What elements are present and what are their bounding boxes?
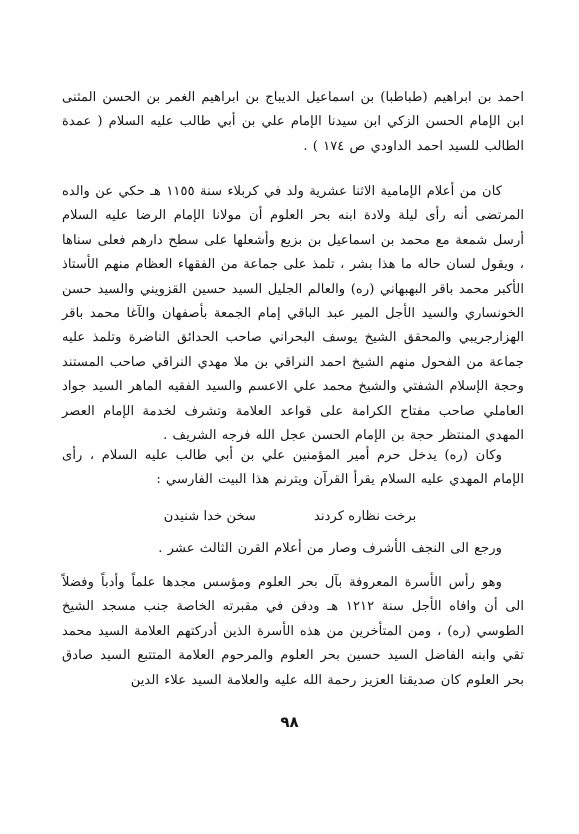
page-number: ٩٨	[280, 713, 299, 731]
paragraph-lineage-text: احمد بن ابراهيم (طباطبا) بن اسماعيل الديباج بن ابراهيم الغمر بن الحسن المثنى ابن الإمام الحسن الزكي ابن سيدنا الإمام علي بن أبي طالب عليه السلام ( عمدة الطالب للسيد احمد الداودي ص ١٧٤ ) .	[62, 90, 524, 154]
paragraph-family	[62, 571, 524, 693]
verse-hemistich-left: سخن خدا شنيدن	[163, 509, 257, 524]
paragraph-biography-text: كان من أعلام الإمامية الاثنا عشرية ولد في كربلاء سنة ١١٥٥ هـ حكي عن والده المرتضى أنه رأى ليلة ولادة ابنه بحر العلوم أن مولانا الإمام الرضا عليه السلام أرسل شمعة مع محمد بن اسماعيل بن بزيع وأشعلها على سطح دارهم فعلى سناها ، ويقول لسان حاله ما هذا بشر ، تلمذ على جماعة من الفقهاء العظام منهم الأستاذ الأكبر محمد باقر البهبهاني (ره) والعالم الجليل السيد حسين القزويني والسيد حسن الخونساري والسيد الأجل المير عبد الباقي إمام الجمعة بأصفهان والآغا محمد باقر الهزارجريبي والمحقق الشيخ يوسف البحراني صاحب الحدائق الناضرة وتلمذ عليه جماعة من الفحول منهم الشيخ احمد النراقي بن ملا مهدي النراقي صاحب المستند وحجة الإسلام الشفتي والشيخ محمد علي الاعسم والسيد الفقيه الماهر السيد جواد العاملي صاحب مفتاح الكرامة على قواعد العلامة وتشرف لخدمة الإمام العصر المهدي المنتظر حجة بن الإمام الحسن عجل الله فرجه الشريف .	[62, 184, 524, 444]
persian-verse	[90, 505, 490, 529]
paragraph-haram-visit	[62, 444, 524, 493]
paragraph-lineage	[62, 86, 524, 159]
paragraph-haram-visit-text: وكان (ره) يدخل حرم أمير المؤمنين علي بن أبي طالب عليه السلام ، رأى الإمام المهدي عليه السلام يقرأ القرآن ويترنم هذا البيت الفارسي :	[62, 448, 524, 488]
paragraph-family-text: وهو رأس الأسرة المعروفة بآل بحر العلوم ومؤسس مجدها علماً وأدباً وفضلاً الى أن وافاه الأجل سنة ١٢١٢ هـ ودفن في مقبرته الخاصة جنب مسجد الشيخ الطوسي (ره) ، ومن المتأخرين من هذه الأسرة الذين أدركتهم العلامة السيد محمد تقي وابنه الفاضل السيد حسين بحر العلوم والمرحوم العلامة المتتبع السيد صادق بحر العلوم كان صديقنا العزيز رحمة الله عليه والعلامة السيد علاء الدين	[62, 575, 524, 688]
paragraph-return-najaf-text: ورجع الى النجف الأشرف وصار من أعلام القرن الثالث عشر .	[158, 541, 502, 556]
paragraph-return-najaf	[62, 537, 524, 561]
paragraph-biography	[62, 180, 524, 448]
verse-hemistich-right: برخت نظاره كردند	[314, 509, 417, 524]
